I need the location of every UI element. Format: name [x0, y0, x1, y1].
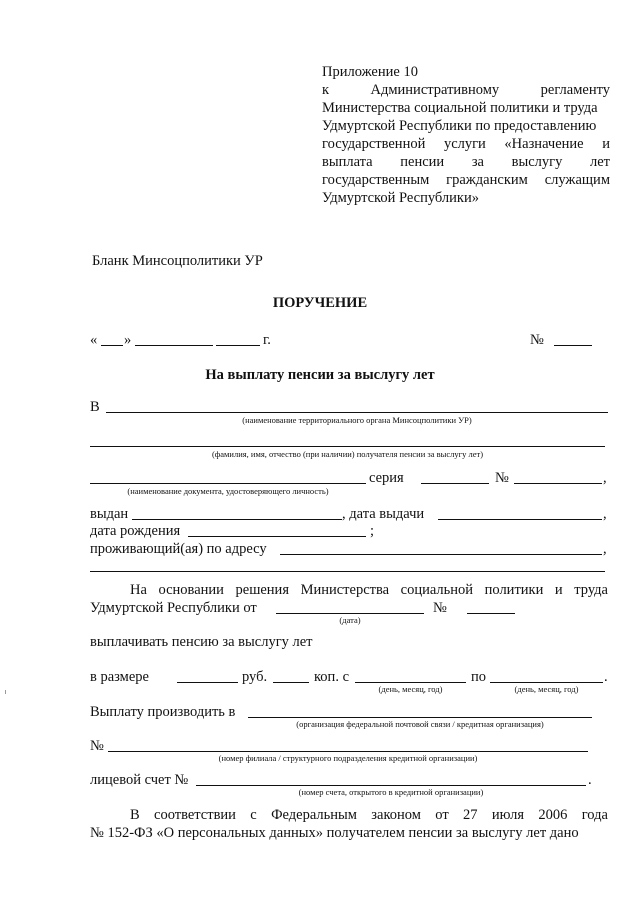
annex-line — [322, 117, 610, 135]
territorial-organ-caption: (наименование территориального органа Минсоцполитики УР) — [242, 415, 472, 425]
consent-word: июля — [491, 807, 524, 823]
consent-line1 — [130, 806, 608, 824]
kop-field[interactable] — [273, 682, 309, 683]
branch-label: № — [90, 738, 104, 754]
pay-text: выплачивать пенсию за выслугу лет — [90, 634, 313, 650]
decision-word: На — [130, 582, 147, 598]
birth-date-field[interactable] — [188, 536, 366, 537]
account-period-end: . — [588, 772, 592, 788]
decision-word: политики — [484, 582, 544, 598]
annex-word: «Назначение — [504, 136, 584, 152]
branch-number-caption: (номер филиала / структурного подразделения кредитной организации) — [218, 753, 478, 763]
series-field[interactable] — [421, 483, 489, 484]
annex-word: государственной — [322, 136, 426, 152]
annex-word: услуги — [443, 136, 486, 152]
residence-label: проживающий(ая) по адресу — [90, 541, 267, 557]
issued-label: выдан — [90, 506, 129, 522]
subtitle: На выплату пенсии за выслугу лет — [205, 367, 435, 383]
annex-word: за — [471, 154, 484, 170]
annex-word: регламенту — [540, 82, 610, 98]
blank-label: Бланк Минсоцполитики УР — [92, 253, 263, 269]
period-from-field[interactable] — [355, 682, 466, 683]
month-field[interactable] — [135, 345, 213, 346]
residence-field[interactable] — [280, 554, 602, 555]
amount-period-end: . — [604, 669, 608, 685]
doc-number-field[interactable] — [514, 483, 602, 484]
decision-word: труда — [574, 582, 608, 598]
order-number-sign: № — [530, 332, 544, 348]
annex-line — [322, 135, 610, 153]
annex-line — [322, 99, 610, 117]
issued-by-field[interactable] — [132, 519, 342, 520]
order-number-field[interactable] — [554, 345, 592, 346]
annex-header — [322, 63, 610, 207]
decision-word: Министерства — [300, 582, 390, 598]
payment-org-caption: (организация федеральной почтовой связи / кредитная организация) — [296, 719, 544, 729]
annex-word: выслугу — [511, 154, 563, 170]
document-caption: (наименование документа, удостоверяющего личность) — [127, 486, 329, 496]
document-field[interactable] — [90, 483, 366, 484]
period-to-field[interactable] — [490, 682, 603, 683]
year-field[interactable] — [216, 345, 260, 346]
annex-line — [322, 81, 610, 99]
scan-artifact — [5, 690, 6, 694]
consent-word: с — [250, 807, 257, 823]
decision-date-field[interactable] — [276, 613, 424, 614]
account-number-field[interactable] — [196, 785, 586, 786]
po-label: по — [471, 669, 487, 685]
decision-line2-prefix: Удмуртской Республики от — [90, 600, 257, 616]
annex-word: Административному — [370, 82, 500, 98]
annex-word: Приложение 10 — [322, 64, 418, 80]
annex-word: служащим — [544, 172, 610, 188]
decision-word: основании — [158, 582, 224, 598]
consent-word: законом — [371, 807, 421, 823]
annex-line — [322, 153, 610, 171]
branch-number-field[interactable] — [108, 751, 588, 752]
decision-number-label: № — [433, 600, 447, 616]
annex-word: лет — [589, 154, 610, 170]
fio-caption: (фамилия, имя, отчество (при наличии) получателя пенсии за выслугу лет) — [211, 449, 484, 459]
residence-comma: , — [603, 541, 607, 557]
annex-line — [322, 189, 610, 207]
consent-word: от — [435, 807, 449, 823]
payment-label: Выплату производить в — [90, 704, 236, 720]
birth-date-label: дата рождения — [90, 523, 181, 539]
annex-word: гражданским — [446, 172, 528, 188]
annex-word: и — [602, 136, 610, 152]
date-close-quote: » — [124, 332, 132, 348]
annex-word: Удмуртской Республики» — [322, 190, 479, 206]
period-from-caption: (день, месяц, год) — [378, 684, 443, 694]
year-suffix: г. — [263, 332, 271, 348]
decision-date-caption: (дата) — [339, 615, 361, 625]
series-label: серия — [369, 470, 404, 486]
kop-label: коп. с — [314, 669, 350, 685]
date-open-quote: « — [90, 332, 98, 348]
doc-number-label: № — [495, 470, 509, 486]
decision-word: социальной — [400, 582, 474, 598]
issue-date-label: , дата выдачи — [342, 506, 425, 522]
territorial-organ-field[interactable] — [106, 412, 608, 413]
consent-word: Федеральным — [271, 807, 357, 823]
rub-label: руб. — [242, 669, 268, 685]
annex-word: пенсии — [400, 154, 445, 170]
payment-org-field[interactable] — [248, 717, 592, 718]
rub-field[interactable] — [177, 682, 238, 683]
consent-word: 27 — [463, 807, 478, 823]
consent-word: года — [581, 807, 608, 823]
annex-word: к — [322, 82, 330, 98]
consent-word: соответствии — [154, 807, 236, 823]
issue-comma: , — [603, 506, 607, 522]
fio-field[interactable] — [90, 446, 605, 447]
v-label: В — [90, 399, 100, 415]
decision-line1 — [130, 581, 608, 599]
amount-prefix: в размере — [90, 669, 149, 685]
birth-semicolon: ; — [370, 523, 375, 539]
annex-line — [322, 171, 610, 189]
doc-comma: , — [603, 470, 607, 486]
annex-word: Удмуртской Республики по предоставлению — [322, 118, 597, 134]
annex-word: Министерства социальной политики и труда — [322, 100, 598, 116]
period-to-caption: (день, месяц, год) — [514, 684, 579, 694]
decision-word: решения — [235, 582, 289, 598]
consent-word: 2006 — [538, 807, 568, 823]
annex-word: выплата — [322, 154, 373, 170]
account-label: лицевой счет № — [90, 772, 189, 788]
issue-date-field[interactable] — [438, 519, 602, 520]
annex-line — [322, 63, 610, 81]
day-field[interactable] — [101, 345, 123, 346]
consent-word: В — [130, 807, 140, 823]
consent-line2: № 152-ФЗ «О персональных данных» получателем пенсии за выслугу лет дано — [90, 825, 579, 841]
account-number-caption: (номер счета, открытого в кредитной организации) — [298, 787, 484, 797]
page-title: ПОРУЧЕНИЕ — [272, 295, 368, 311]
decision-number-field[interactable] — [467, 613, 515, 614]
residence-field-line2[interactable] — [90, 571, 605, 572]
annex-word: государственным — [322, 172, 430, 188]
decision-word: и — [554, 582, 563, 598]
